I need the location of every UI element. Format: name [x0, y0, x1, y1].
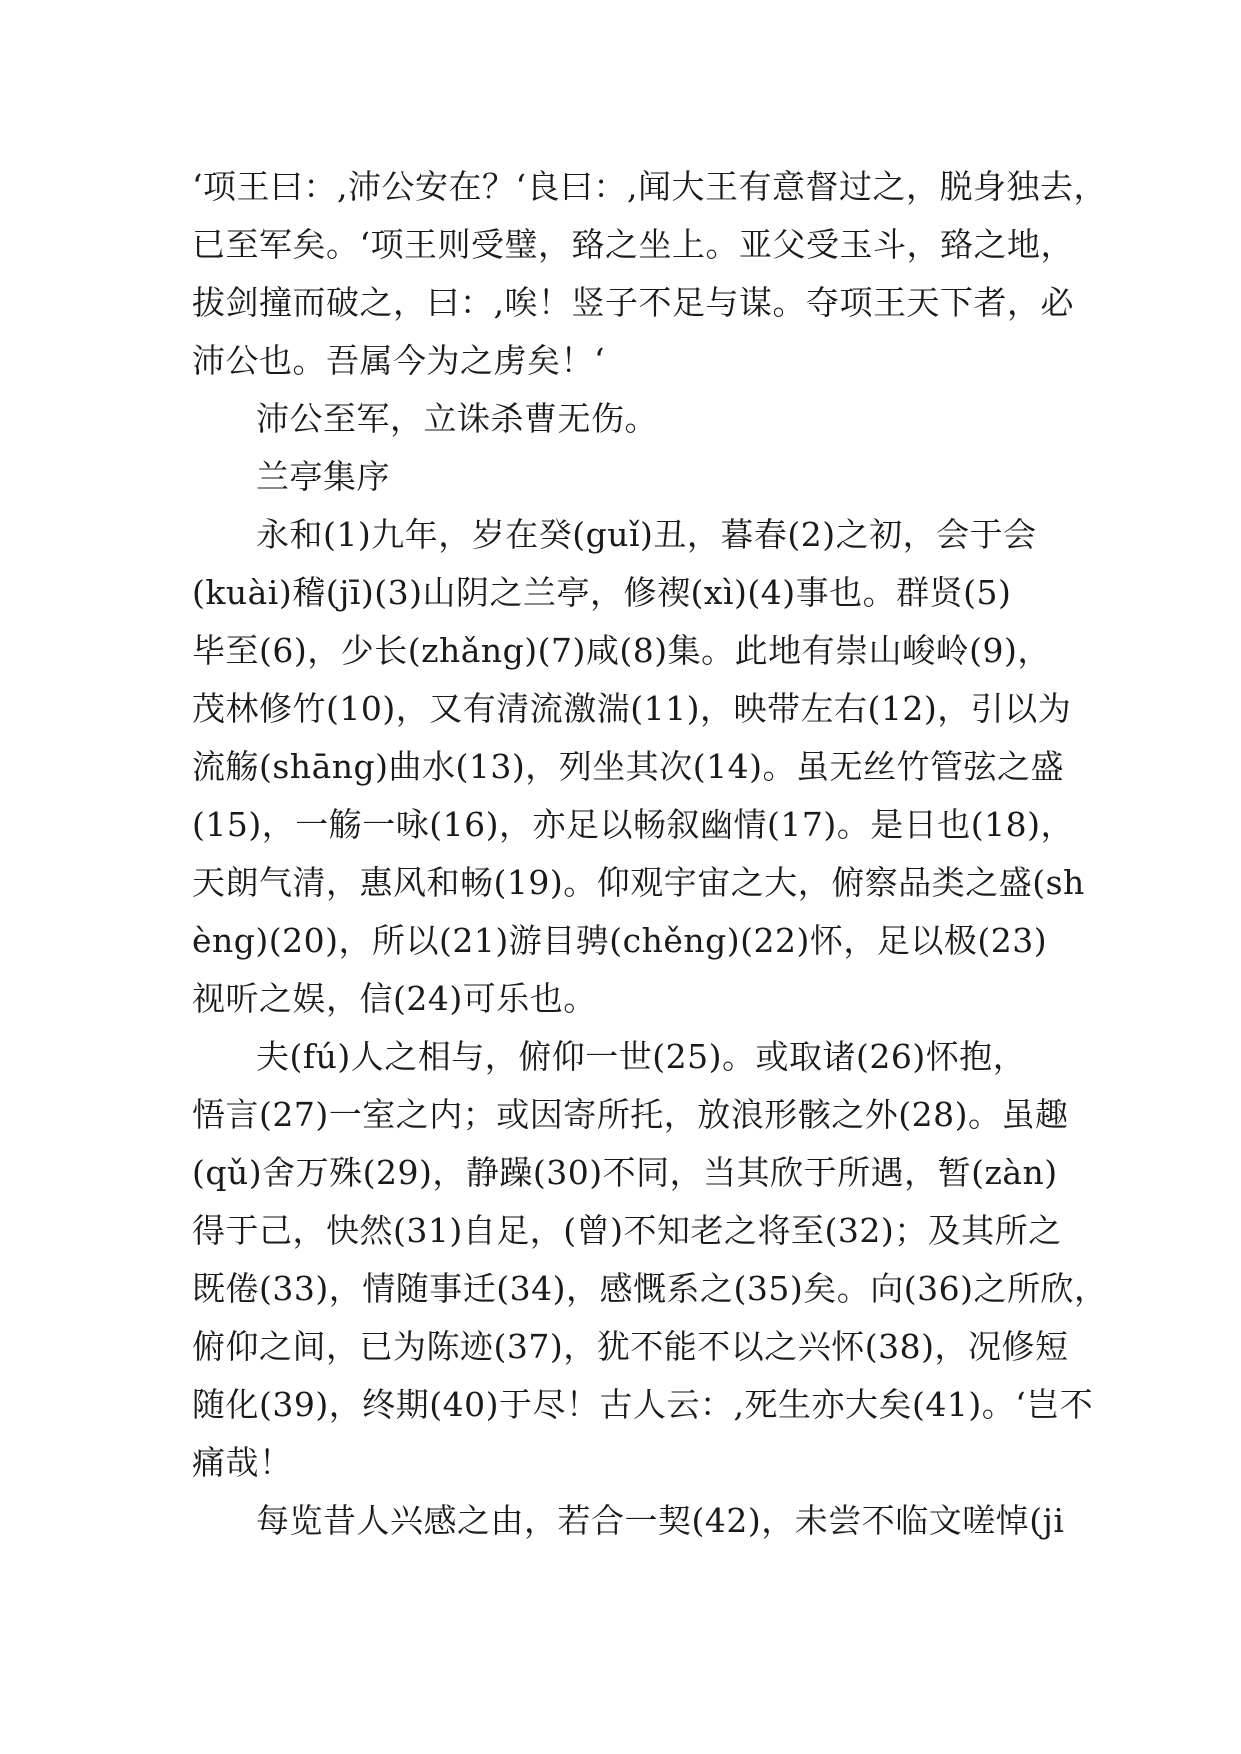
text-line: (kuài)稽(jī)(3)山阴之兰亭，修禊(xì)(4)事也。群贤(5)	[192, 573, 1012, 612]
text-line: 痛哉！	[192, 1443, 293, 1482]
text-line: 既倦(33)，情随事迁(34)，感慨系之(35)矣。向(36)之所欣，	[192, 1269, 1108, 1308]
text-line: (qǔ)舍万殊(29)，静躁(30)不同，当其欣于所遇，暂(zàn)	[192, 1153, 1058, 1192]
text-line: 已至军矣。‘项王则受璧，臵之坐上。亚父受玉斗，臵之地，	[192, 225, 1074, 264]
text-line: ‘项王曰：,沛公安在？‘良曰：,闻大王有意督过之，脱身独去，	[192, 167, 1107, 206]
text-line: 拔剑撞而破之，曰：,唉！竖子不足与谋。夺项王天下者，必	[192, 283, 1074, 322]
text-line: 沛公也。吾属今为之虏矣！‘	[192, 341, 605, 380]
text-line: 每览昔人兴感之由，若合一契(42)，未尝不临文嗟悼(ji	[256, 1501, 1065, 1540]
text-line: 随化(39)，终期(40)于尽！古人云：,死生亦大矣(41)。‘岂不	[192, 1385, 1094, 1424]
text-line: (15)，一觞一咏(16)，亦足以畅叙幽情(17)。是日也(18)，	[192, 805, 1074, 844]
text-line: 得于己，快然(31)自足，(曾)不知老之将至(32)；及其所之	[192, 1211, 1062, 1250]
text-line: 俯仰之间，已为陈迹(37)，犹不能不以之兴怀(38)，况修短	[192, 1327, 1069, 1366]
text-line: 悟言(27)一室之内；或因寄所托，放浪形骸之外(28)。虽趣	[192, 1095, 1069, 1134]
text-line: èng)(20)，所以(21)游目骋(chěng)(22)怀，足以极(23)	[192, 921, 1048, 960]
text-line: 夫(fú)人之相与，俯仰一世(25)。或取诸(26)怀抱，	[256, 1037, 1027, 1076]
text-line: 沛公至军，立诛杀曹无伤。	[256, 399, 658, 438]
section-title: 兰亭集序	[256, 457, 390, 496]
text-line: 茂林修竹(10)，又有清流激湍(11)，映带左右(12)，引以为	[192, 689, 1072, 728]
text-line: 天朗气清，惠风和畅(19)。仰观宇宙之大，俯察品类之盛(sh	[192, 863, 1085, 902]
text-line: 视听之娱，信(24)可乐也。	[192, 979, 597, 1018]
text-line: 流觞(shāng)曲水(13)，列坐其次(14)。虽无丝竹管弦之盛	[192, 747, 1064, 786]
text-line: 永和(1)九年，岁在癸(guǐ)丑，暮春(2)之初，会于会	[256, 515, 1037, 554]
text-line: 毕至(6)，少长(zhǎng)(7)咸(8)集。此地有崇山峻岭(9)，	[192, 631, 1051, 670]
